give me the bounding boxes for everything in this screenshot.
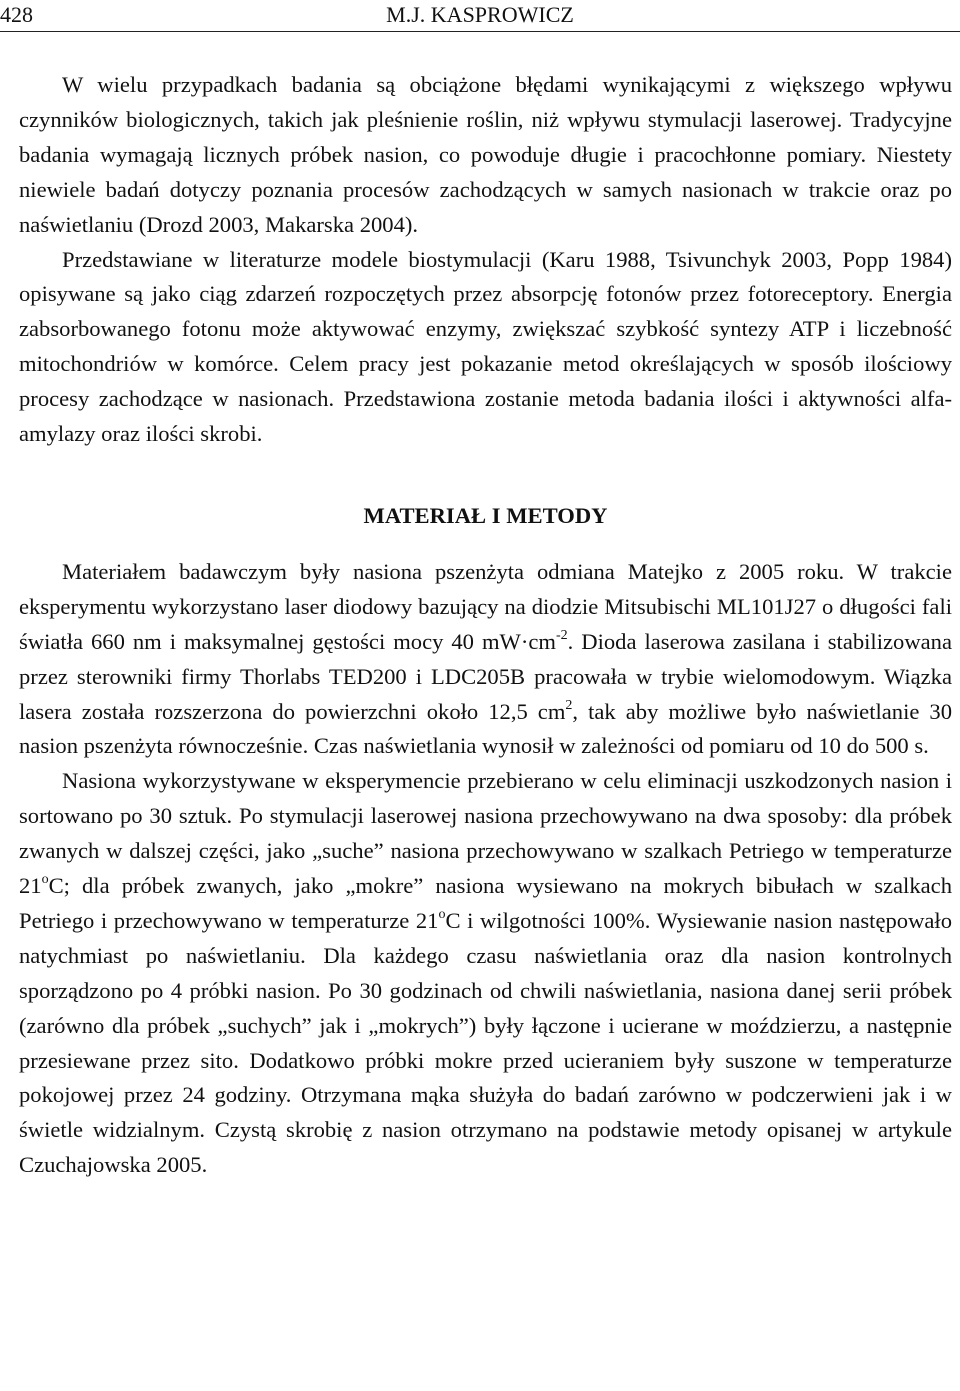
degree-symbol-1: o [41,872,49,888]
heading-spacer [19,534,952,555]
methods-paragraph-2 [19,764,952,1183]
article-body [19,68,952,1183]
section-spacer [19,452,952,499]
power-density-exponent: -2 [555,627,568,643]
methods-paragraph-1 [19,555,952,764]
methods-p1-text-b: . Dioda laserowa zasilana i stabilizowana przez sterowniki firmy Thorlabs TED200 i LDC205B pracowała w trybie wielomodowym. Wiązka lasera została rozszerzona do powierzchni około 12,5 cm [19,628,952,724]
intro-paragraph-2: Przedstawiane w literaturze modele biostymulacji (Karu 1988, Tsivunchyk 2003, Popp 1984) opisywane są jako ciąg zdarzeń rozpoczętych przez absorpcję fotonów przez fotoreceptory. Energia zabsorbowanego fotonu może aktywować enzymy, zwiększać szybkość syntezy ATP i liczebność mitochondriów w komórce. Celem pracy jest pokazanie metod określających w sposób ilościowy procesy zachodzące w nasionach. Przedstawiona zostanie metoda badania ilości i aktywności alfa-amylazy oraz ilości skrobi. [19,246,952,447]
methods-p2-text-a: Nasiona wykorzystywane w eksperymencie przebierano w celu eliminacji uszkodzonych nasion i sortowano po 30 sztuk. Po stymulacji laserowej nasiona przechowywano na dwa sposoby: dla próbek zwanych w dalszej części, jako „suche” nasiona przechowywano w szalkach Petriego w temperaturze 21 [19,768,952,899]
methods-p2-text-b: C; dla próbek zwanych, jako „mokre” nasiona wysiewano na mokrych bibułach w szalkach Petriego i przechowywano w temperaturze 21 [19,873,952,933]
page-header [0,0,960,32]
section-heading: MATERIAŁ I METODY [363,502,608,528]
degree-symbol-2: o [438,907,446,923]
methods-p1-text-a: Materiałem badawczym były nasiona pszenżyta odmiana Matejko z 2005 roku. W trakcie eksperymentu wykorzystano laser diodowy bazujący na diodzie Mitsubischi ML101J27 o długości fali światła 660 nm i maksymalnej gęstości mocy 40 mW·cm [19,558,952,654]
methods-p2-text-c: C i wilgotności 100%. Wysiewanie nasion następowało natychmiast po naświetlaniu. Dla każdego czasu naświetlania oraz dla nasion kontrolnych sporządzono po 4 próbki nasion. Po 30 godzinach od chwili naświetlania, nasiona danej serii próbek (zarówno dla próbek „suchych” jak i „mokrych”) były łączone i ucierane w moździerzu, a następnie przesiewane przez sito. Dodatkowo próbki mokre przed ucieraniem były suszone w temperaturze pokojowej przez 24 godziny. Otrzymana mąka służyła do badań zarówno w podczerwieni jak i w świetle widzialnym. Czystą skrobię z nasion otrzymano na podstawie metody opisanej w artykule Czuchajowska 2005. [19,907,952,1178]
area-exponent: 2 [565,697,573,713]
intro-paragraph-1: W wielu przypadkach badania są obciążone błędami wynikającymi z większego wpływu czynników biologicznych, takich jak pleśnienie roślin, niż wpływu stymulacji laserowej. Tradycyjne badania wymagają licznych próbek nasion, co powoduje długie i pracochłonne pomiary. Niestety niewiele badań dotyczy poznania procesów zachodzących w samych nasionach w trakcie oraz po naświetlaniu (Drozd 2003, Makarska 2004). [19,72,952,237]
methods-p1-text-c: , tak aby możliwe było naświetlanie 30 nasion pszenżyta równocześnie. Czas naświetlania wynosił w zależności od pomiaru od 10 do 500 s. [19,698,953,759]
running-title: M.J. KASPROWICZ [386,2,574,27]
page-number: 428 [0,2,33,27]
